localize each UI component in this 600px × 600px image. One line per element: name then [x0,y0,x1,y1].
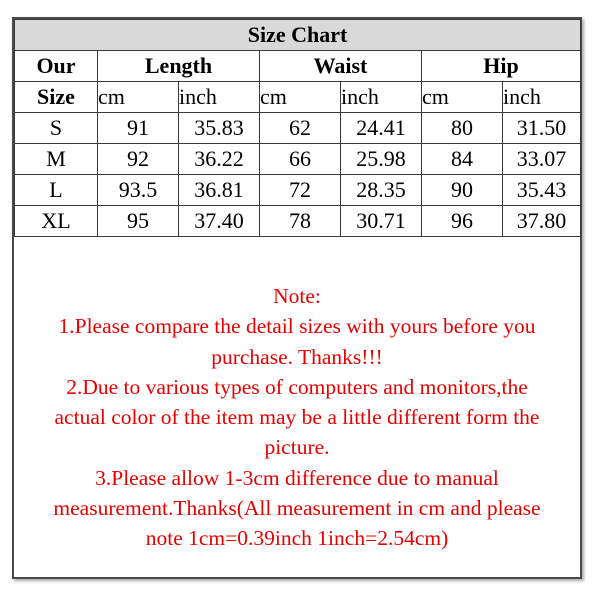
note-line: picture. [264,435,330,460]
note-line: 3.Please allow 1-3cm difference due to manual [95,465,499,490]
note-line: 1.Please compare the detail sizes with yours before you [58,314,536,339]
title-row [15,20,581,51]
hip-cm-value: 80 [422,113,503,144]
size-label: M [15,144,98,175]
waist-cm-value: 62 [260,113,341,144]
table-row [15,206,581,237]
waist-cm-value: 66 [260,144,341,175]
waist-cm-value: 72 [260,175,341,206]
length-cm-unit: cm [98,82,179,113]
length-header: Length [98,51,260,82]
table-row [15,113,581,144]
hip-inch-value: 31.50 [503,113,581,144]
length-inch-value: 37.40 [179,206,260,237]
table-row [15,175,581,206]
hip-cm-unit: cm [422,82,503,113]
table-row [15,144,581,175]
waist-inch-value: 24.41 [341,113,422,144]
note-line: note 1cm=0.39inch 1inch=2.54cm) [145,526,449,551]
note-line: measurement.Thanks(All measurement in cm and please [53,496,541,521]
notes-section [14,281,580,554]
size-chart-panel [12,17,582,579]
hip-inch-unit: inch [503,82,581,113]
waist-inch-value: 25.98 [341,144,422,175]
note-heading: Note: [273,284,321,308]
hip-header: Hip [422,51,581,82]
waist-inch-value: 28.35 [341,175,422,206]
waist-cm-unit: cm [260,82,341,113]
waist-cm-value: 78 [260,206,341,237]
hip-inch-value: 35.43 [503,175,581,206]
length-cm-value: 95 [98,206,179,237]
length-inch-value: 36.22 [179,144,260,175]
length-cm-value: 93.5 [98,175,179,206]
hip-inch-value: 37.80 [503,206,581,237]
length-cm-value: 91 [98,113,179,144]
hip-cm-value: 96 [422,206,503,237]
hip-cm-value: 84 [422,144,503,175]
length-inch-value: 36.81 [179,175,260,206]
unit-header-row [15,82,581,113]
hip-inch-value: 33.07 [503,144,581,175]
size-header-line-1: Our [15,51,98,82]
length-cm-value: 92 [98,144,179,175]
size-header-line-2: Size [15,82,98,113]
hip-cm-value: 90 [422,175,503,206]
group-header-row [15,51,581,82]
size-label: XL [15,206,98,237]
waist-inch-unit: inch [341,82,422,113]
length-inch-value: 35.83 [179,113,260,144]
length-inch-unit: inch [179,82,260,113]
waist-inch-value: 30.71 [341,206,422,237]
note-line: 2.Due to various types of computers and monitors,the [66,374,528,399]
size-label: S [15,113,98,144]
note-line: actual color of the item may be a little different form the [54,405,540,430]
size-label: L [15,175,98,206]
waist-header: Waist [260,51,422,82]
note-line: purchase. Thanks!!! [211,344,383,369]
size-chart-table [14,19,581,237]
table-title: Size Chart [15,20,581,51]
